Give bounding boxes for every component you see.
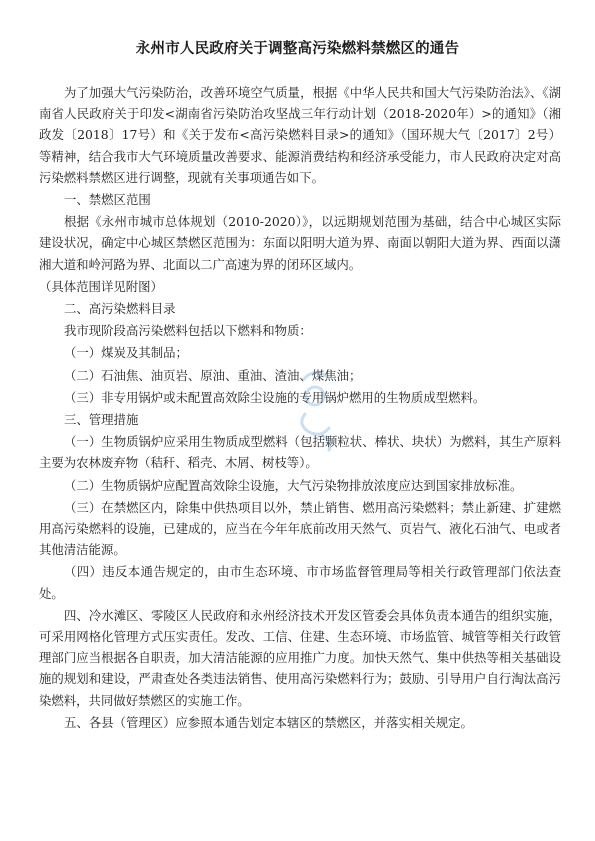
section-heading-1: 一、禁燃区范围 [64, 192, 151, 208]
section-heading-2: 二、高污染燃料目录 [64, 301, 176, 317]
document-title: 永州市人民政府关于调整高污染燃料禁燃区的通告 [135, 41, 460, 57]
list-item-measure-3: （三）在禁燃区内，除集中供热项目以外，禁止销售、燃用高污染燃料；禁止新建、扩建燃用高污染燃料的设施，已建成的，应当在今年年底前改用天然气、页岩气、液化石油气、电或者其他清洁能源。 [39, 499, 561, 558]
list-item-fuel-3: （三）非专用锅炉或未配置高效除尘设施的专用锅炉燃用的生物质成型燃料。 [64, 389, 486, 405]
cloud-watermark-icon [283, 362, 347, 454]
paragraph-implementation: 四、冷水滩区、零陵区人民政府和永州经济技术开发区管委会具体负责本通告的组织实施，可采用网格化管理方式压实责任。发改、工信、住建、生态环境、市场监管、城管等相关行政管理部门应当根据各自职责，加大清洁能源的应用推广力度。加快天然气、集中供热等相关基础设施的规划和建设，严肃查处各类违法销售、使用高污染燃料行为；鼓励、引导用户自行淘汰高污染燃料，共同做好禁燃区的实施工作。 [39, 607, 561, 708]
paragraph-counties: 五、各县（管理区）应参照本通告划定本辖区的禁燃区，并落实相关规定。 [64, 714, 473, 730]
list-item-fuel-2: （二）石油焦、油页岩、原油、重油、渣油、煤焦油； [64, 367, 362, 383]
list-item-measure-1: （一）生物质锅炉应采用生物质成型燃料（包括颗粒状、棒状、块状）为燃料，其生产原料主要为农林废弃物（秸秆、稻壳、木屑、树枝等）。 [39, 434, 561, 471]
paragraph-intro: 为了加强大气污染防治，改善环境空气质量，根据《中华人民共和国大气污染防治法》、《湖南省人民政府关于印发<湖南省污染防治攻坚战三年行动计划（2018-2020年）>的通知》（湘政发〔2018〕17号）和《关于发布<高污染燃料目录>的通知》（国环规大气〔2017〕2号）等精神，结合我市大气环境质量改善要求、能源消费结构和经济承受能力，市人民政府决定对高污染燃料禁燃区进行调整，现就有关事项通告如下。 [39, 85, 561, 185]
paragraph-fuel-intro: 我市现阶段高污染燃料包括以下燃料和物质： [64, 323, 312, 339]
paragraph-scope-note: （具体范围详见附图） [39, 278, 163, 294]
list-item-measure-4: （四）违反本通告规定的，由市生态环境、市市场监督管理局等相关行政管理部门依法查处。 [39, 564, 561, 601]
paragraph-scope: 根据《永州市城市总体规划（2010-2020）》，以远期规划范围为基础，结合中心城区实际建设状况，确定中心城区禁燃区范围为：东面以阳明大道为界、南面以朝阳大道为界、西面以潇湘大道和岭河路为界、北面以二广高速为界的闭环区域内。 [39, 214, 561, 272]
list-item-measure-2: （二）生物质锅炉应配置高效除尘设施，大气污染物排放浓度应达到国家排放标准。 [64, 477, 523, 493]
section-heading-3: 三、管理措施 [64, 412, 139, 428]
list-item-fuel-1: （一）煤炭及其制品； [64, 345, 188, 361]
